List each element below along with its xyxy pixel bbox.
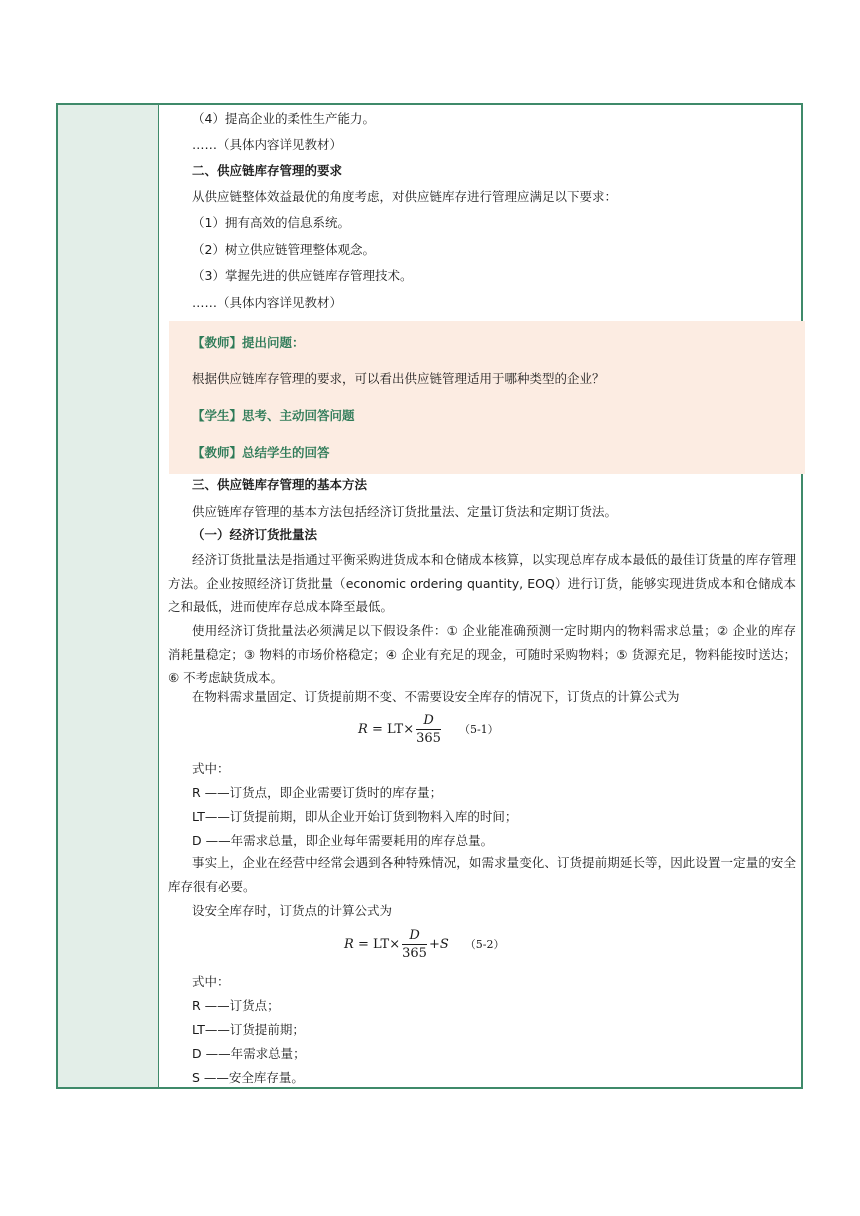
student-activity-label: 【学生】思考、主动回答问题	[192, 408, 355, 423]
text-line: 供应链库存管理的基本方法包括经济订货批量法、定量订货法和定期订货法。	[192, 504, 618, 519]
formula-5-2: R = LT× $\frac{D}{365}$ +S （5-2）	[344, 928, 505, 961]
subsection-heading: （一）经济订货批量法	[192, 527, 318, 542]
definition-line: S ——安全库存量。	[192, 1070, 304, 1085]
definition-line: LT——订货提前期，即从企业开始订货到物料入库的时间；	[192, 809, 518, 824]
table-left-column	[58, 105, 159, 1087]
formula-number: （5-1）	[458, 723, 499, 736]
question-text: 根据供应链库存管理的要求，可以看出供应链管理适用于哪种类型的企业？	[192, 371, 605, 386]
teaching-activity-box	[169, 321, 805, 474]
list-item: （2）树立供应链管理整体观念。	[192, 242, 375, 257]
lesson-table	[56, 103, 803, 1089]
text-line: 在物料需求量固定、订货提前期不变、不需要设安全库存的情况下，订货点的计算公式为	[192, 689, 680, 704]
definition-line: D ——年需求总量；	[192, 1046, 306, 1061]
definition-line: R ——订货点，即企业需要订货时的库存量；	[192, 785, 443, 800]
paragraph: 经济订货批量法是指通过平衡采购进货成本和仓储成本核算，以实现总库存成本最低的最佳订货量的库存管理方法。企业按照经济订货批量（economic ordering quantity, EOQ）进行订货，能够实现进货成本和仓储成本之和最低，进而使库存总成本降至最低。	[168, 552, 796, 614]
formula-5-1: R = LT× $\frac{D}{365}$ （5-1）	[358, 713, 499, 746]
text-line: ……（具体内容详见教材）	[192, 295, 343, 310]
text-line: ……（具体内容详见教材）	[192, 137, 343, 152]
definition-line: D ——年需求总量，即企业每年需要耗用的库存总量。	[192, 833, 494, 848]
text-line: 式中：	[192, 761, 230, 776]
definition-line: LT——订货提前期；	[192, 1022, 305, 1037]
list-item: （3）掌握先进的供应链库存管理技术。	[192, 268, 413, 283]
paragraph: 使用经济订货批量法必须满足以下假设条件：① 企业能准确预测一定时期内的物料需求总量；② 企业的库存消耗量稳定；③ 物料的市场价格稳定；④ 企业有充足的现金，可随时采购物料；⑤ 货源充足，物料能按时送达；⑥ 不考虑缺货成本。	[168, 623, 796, 685]
section-heading: 三、供应链库存管理的基本方法	[192, 477, 368, 492]
paragraph: 事实上，企业在经营中经常会遇到各种特殊情况，如需求量变化、订货提前期延长等，因此设置一定量的安全库存很有必要。	[168, 855, 796, 894]
list-item: （1）拥有高效的信息系统。	[192, 215, 350, 230]
text-line: 设安全库存时，订货点的计算公式为	[192, 903, 393, 918]
text-line: （4）提高企业的柔性生产能力。	[192, 111, 375, 126]
text-line: 从供应链整体效益最优的角度考虑，对供应链库存进行管理应满足以下要求：	[192, 189, 618, 204]
formula-number: （5-2）	[464, 938, 505, 951]
teacher-question-label: 【教师】提出问题：	[192, 335, 305, 350]
section-heading: 二、供应链库存管理的要求	[192, 163, 343, 178]
definition-line: R ——订货点；	[192, 998, 280, 1013]
teacher-summary-label: 【教师】总结学生的回答	[192, 445, 330, 460]
text-line: 式中：	[192, 974, 230, 989]
